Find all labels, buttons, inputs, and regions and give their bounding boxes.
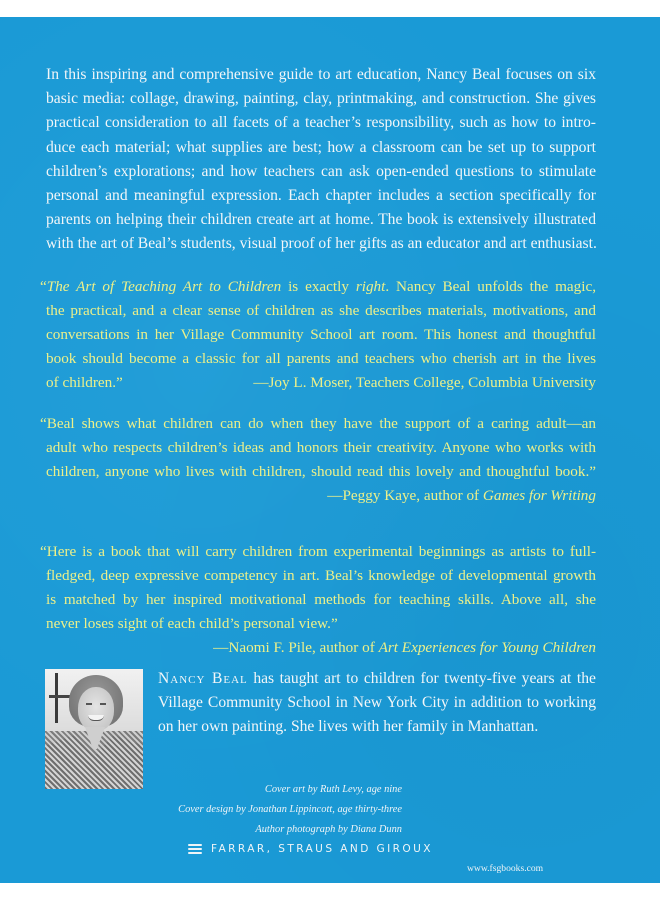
endorsement-quote-moser — [40, 275, 596, 395]
description-line: parents on helping their children create art at home. The book is extensively illustrated — [46, 211, 596, 229]
quote-line: “Here is a book that will carry children from experimental beginnings as artists to full- — [40, 543, 596, 560]
quote-attribution: —Peggy Kaye, author of Games for Writing — [327, 487, 596, 504]
quote-attribution: —Naomi F. Pile, author of Art Experiences for Young Children — [213, 639, 596, 656]
bio-line: Village Community School in New York City in addition to working — [158, 694, 596, 711]
cited-work: Art Experiences for Young Children — [378, 639, 596, 656]
bio-line: Nancy Beal has taught art to children for twenty-five years at the — [158, 670, 596, 687]
author-photo — [45, 669, 143, 789]
publisher-url[interactable]: www.fsgbooks.com — [467, 863, 544, 874]
cover-design-credit: Cover design by Jonathan Lippincott, age thirty-three — [178, 804, 402, 815]
cover-art-credit: Cover art by Ruth Levy, age nine — [264, 784, 402, 795]
description-line: basic media: collage, drawing, painting, clay, printmaking, and construction. She gives — [46, 90, 596, 108]
quote-line: is matched by her inspired motivational methods for teaching skills. Above all, she — [46, 591, 596, 608]
description-line: duce each material; what supplies are best; how a classroom can be set up to support — [46, 138, 596, 156]
cover-credits — [150, 780, 402, 840]
author-name: Nancy Beal — [158, 670, 248, 687]
quote-line: fledged, deep expressive competency in art. Beal’s knowledge of developmental growth — [46, 567, 596, 584]
description-line: In this inspiring and comprehensive guide to art education, Nancy Beal focuses on six — [46, 66, 596, 83]
quote-line: children, anyone who lives with children, should read this lovely and thoughtful book.” — [46, 463, 596, 480]
quote-line: “The Art of Teaching Art to Children is exactly right. Nancy Beal unfolds the magic, — [40, 278, 596, 295]
back-cover — [0, 17, 660, 883]
quote-attribution: —Joy L. Moser, Teachers College, Columbia University — [253, 374, 596, 391]
quote-last-line: of children.” —Joy L. Moser, Teachers College, Columbia University — [40, 371, 596, 395]
author-photo-credit: Author photograph by Diana Dunn — [255, 824, 402, 835]
description-line: children’s explorations; and how teachers can ask open-ended questions to stimulate — [46, 162, 596, 180]
description-line: with the art of Beal’s students, visual proof of her gifts as an educator and art enthusiast. — [46, 235, 597, 253]
quote-line: adult who respects children’s ideas and honors their creativity. Anyone who works with — [46, 439, 596, 456]
endorsement-quote-kaye — [40, 412, 596, 508]
bio-line: on her own painting. She lives with her family in Manhattan. — [158, 718, 539, 735]
author-bio — [158, 667, 596, 739]
quote-line: never loses sight of each child’s personal view.” — [46, 615, 338, 632]
description-line: personal and meaningful expression. Each chapter includes a section specifically for — [46, 187, 596, 205]
book-description — [46, 63, 596, 257]
book-title: The Art of Teaching Art to Children — [46, 278, 282, 295]
endorsement-quote-pile — [40, 540, 596, 660]
quote-line: book should become a classic for all parents and teachers who cherish art in the lives — [46, 350, 596, 367]
cited-work: Games for Writing — [482, 487, 596, 504]
publisher-imprint — [188, 841, 433, 857]
quote-line: conversations in her Village Community School art room. This honest and thoughtful — [46, 326, 596, 343]
quote-line: the practical, and a clear sense of children as she describes materials, motivations, and — [46, 302, 596, 319]
fsg-fish-logo-icon — [188, 843, 202, 855]
quote-line: “Beal shows what children can do when they have the support of a caring adult—an — [40, 415, 596, 432]
description-line: practical consideration to all facets of a teacher’s responsibility, such as how to intro- — [46, 114, 596, 132]
publisher-name: FARRAR, STRAUS AND GIROUX — [211, 843, 433, 855]
